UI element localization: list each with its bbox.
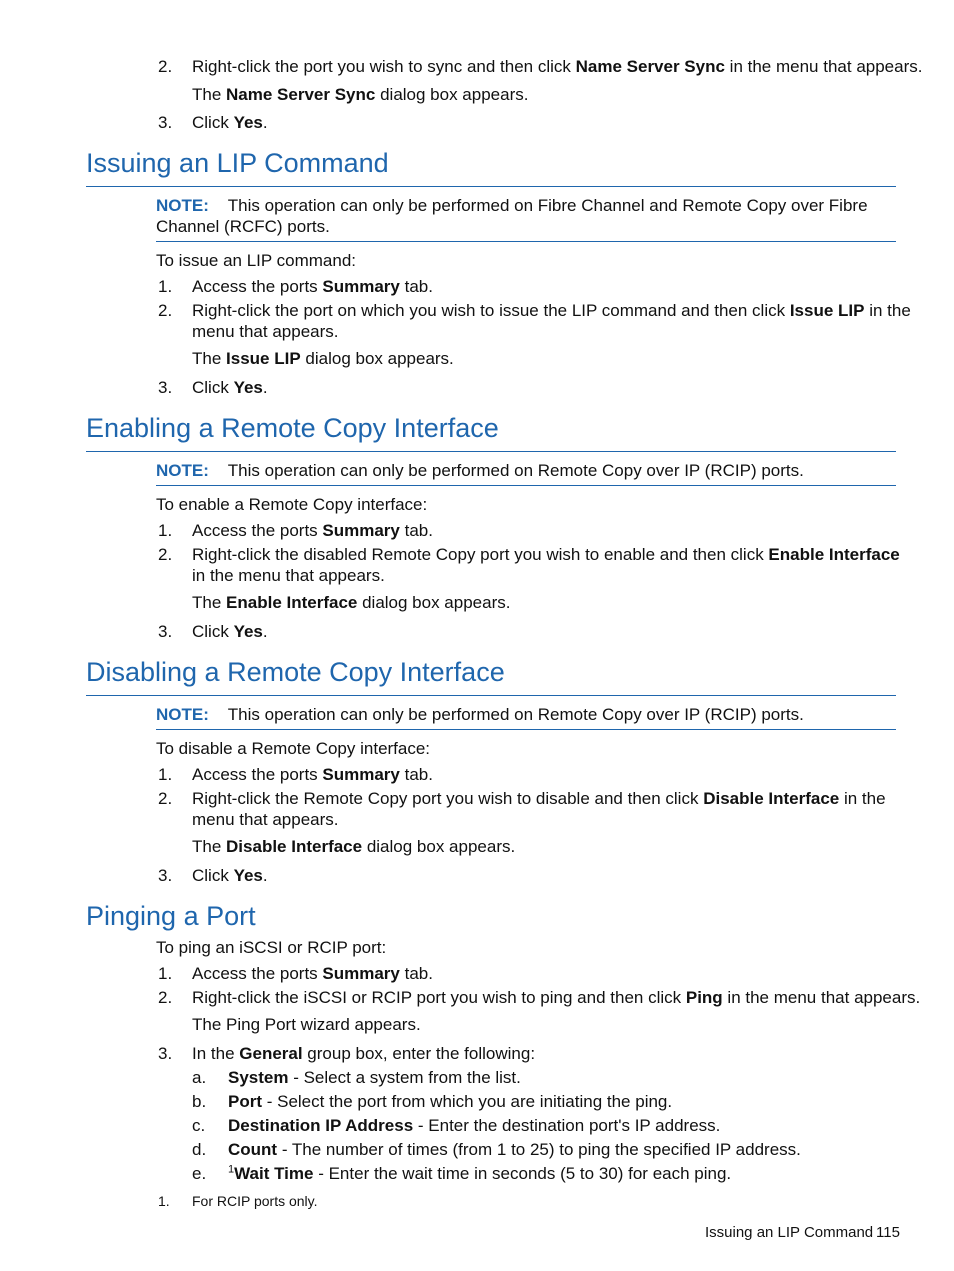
step-number: 3. [158, 378, 173, 397]
heading-rule [86, 451, 896, 452]
footnote-text: For RCIP ports only. [192, 1193, 318, 1209]
substep-text: Destination IP Address - Enter the destination port's IP address. [228, 1116, 721, 1135]
step-text: Access the ports Summary tab. [192, 521, 433, 540]
substep-letter: e. [192, 1164, 207, 1183]
step-result: The Name Server Sync dialog box appears. [192, 85, 529, 104]
procedure-intro: To ping an iSCSI or RCIP port: [156, 938, 387, 957]
substep-text: $^1$Wait Time - Enter the wait time in seconds (5 to 30) for each ping. [228, 1163, 732, 1183]
step-text: Right-click the Remote Copy port you wish to disable and then click Disable Interface in the [192, 789, 886, 808]
substep-letter: d. [192, 1140, 207, 1159]
step-result: The Ping Port wizard appears. [192, 1015, 421, 1034]
procedure-intro: To disable a Remote Copy interface: [156, 739, 431, 758]
step-text: In the General group box, enter the following: [192, 1044, 536, 1063]
note-label: NOTE: [156, 705, 209, 724]
step-result: The Enable Interface dialog box appears. [192, 593, 511, 612]
step-number: 2. [158, 789, 173, 808]
step-text: Click Yes. [192, 622, 268, 641]
step-number: 3. [158, 113, 173, 132]
note-rule [156, 241, 896, 242]
note-rule [156, 729, 896, 730]
step-number: 1. [158, 277, 173, 296]
section-heading-lip: Issuing an LIP Command [86, 148, 389, 178]
step-text: Right-click the port you wish to sync and then click Name Server Sync in the menu that appears. [192, 57, 923, 76]
footnote-ref: 1 [228, 1163, 235, 1176]
page-number: 115 [876, 1224, 900, 1241]
footer-section-title: Issuing an LIP Command [705, 1224, 874, 1241]
step-number: 1. [158, 521, 173, 540]
substep-letter: c. [192, 1116, 206, 1135]
step-text-cont: menu that appears. [192, 322, 339, 341]
note-rule [156, 485, 896, 486]
substep-text: Count - The number of times (from 1 to 25) to ping the specified IP address. [228, 1140, 801, 1159]
heading-rule [86, 695, 896, 696]
substep-letter: a. [192, 1068, 207, 1087]
note-line: NOTE: This operation can only be performed on Remote Copy over IP (RCIP) ports. [156, 705, 804, 724]
step-text: Click Yes. [192, 113, 268, 132]
section-heading-disable: Disabling a Remote Copy Interface [86, 657, 505, 687]
step-text: Access the ports Summary tab. [192, 765, 433, 784]
step-text-cont: in the menu that appears. [192, 566, 385, 585]
step-number: 3. [158, 866, 173, 885]
step-text: Right-click the disabled Remote Copy port you wish to enable and then click Enable Interface [192, 545, 900, 564]
note-label: NOTE: [156, 196, 209, 215]
step-number: 2. [158, 988, 173, 1007]
heading-rule [86, 186, 896, 187]
step-result: The Disable Interface dialog box appears. [192, 837, 516, 856]
step-number: 2. [158, 57, 173, 76]
step-number: 3. [158, 622, 173, 641]
substep-letter: b. [192, 1092, 207, 1111]
note-label: NOTE: [156, 461, 209, 480]
footnote-number: 1. [158, 1193, 170, 1209]
step-text: Click Yes. [192, 866, 268, 885]
step-number: 3. [158, 1044, 173, 1063]
note-line: NOTE: This operation can only be performed on Remote Copy over IP (RCIP) ports. [156, 461, 804, 480]
substep-text: Port - Select the port from which you are initiating the ping. [228, 1092, 673, 1111]
section-heading-ping: Pinging a Port [86, 901, 256, 931]
step-text: Access the ports Summary tab. [192, 277, 433, 296]
step-result: The Issue LIP dialog box appears. [192, 349, 454, 368]
substep-text: System - Select a system from the list. [228, 1068, 521, 1087]
note-line: Channel (RCFC) ports. [156, 217, 330, 236]
step-number: 2. [158, 545, 173, 564]
procedure-intro: To issue an LIP command: [156, 251, 357, 270]
section-heading-enable: Enabling a Remote Copy Interface [86, 413, 499, 443]
step-text: Right-click the iSCSI or RCIP port you wish to ping and then click Ping in the menu that appears. [192, 988, 921, 1007]
step-number: 2. [158, 301, 173, 320]
step-number: 1. [158, 765, 173, 784]
procedure-intro: To enable a Remote Copy interface: [156, 495, 428, 514]
step-text: Access the ports Summary tab. [192, 964, 433, 983]
step-text-cont: menu that appears. [192, 810, 339, 829]
step-text: Click Yes. [192, 378, 268, 397]
step-text: Right-click the port on which you wish to issue the LIP command and then click Issue LIP in the [192, 301, 911, 320]
step-number: 1. [158, 964, 173, 983]
note-line: NOTE: This operation can only be performed on Fibre Channel and Remote Copy over Fibre [156, 196, 868, 215]
